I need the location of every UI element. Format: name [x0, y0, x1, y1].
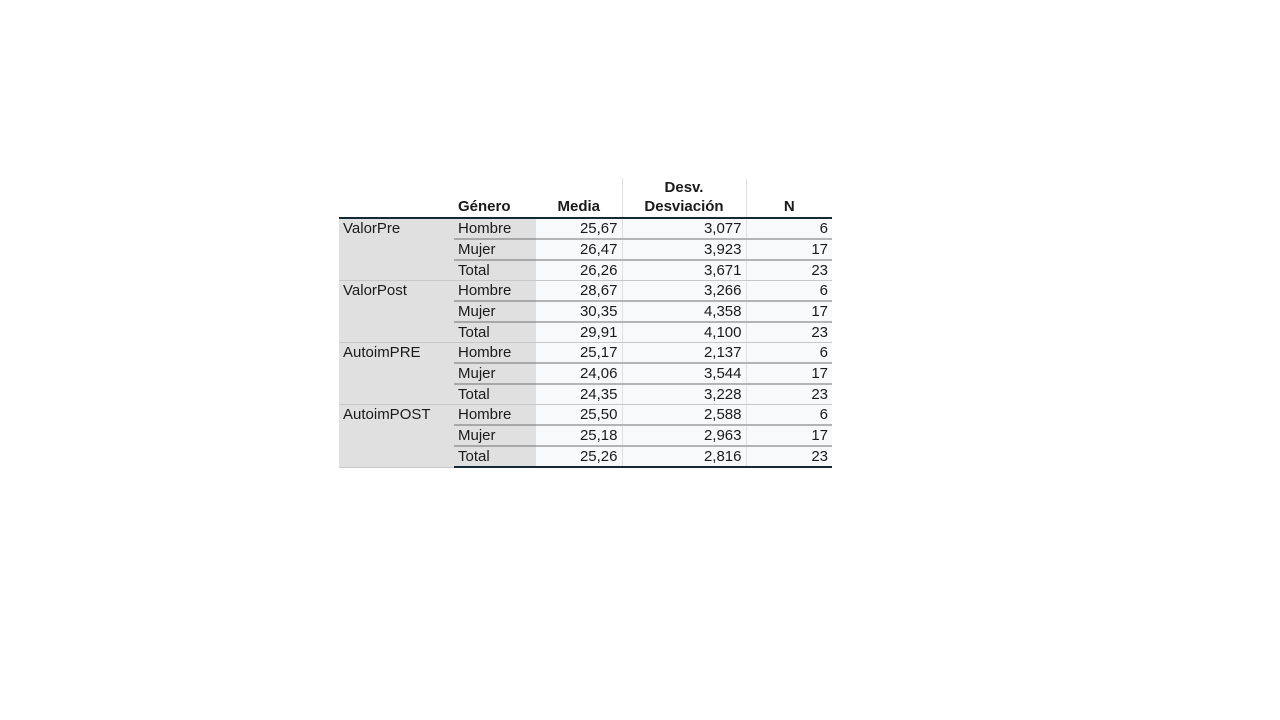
cell-genero: Total [454, 446, 536, 467]
cell-desviacion: 4,358 [622, 301, 746, 322]
cell-desviacion: 2,137 [622, 343, 746, 364]
cell-n: 6 [746, 281, 832, 302]
table-row [339, 405, 832, 426]
cell-n: 23 [746, 446, 832, 467]
cell-n: 23 [746, 260, 832, 281]
cell-desviacion: 4,100 [622, 322, 746, 343]
cell-genero: Hombre [454, 281, 536, 302]
cell-media: 25,67 [536, 218, 622, 239]
cell-n: 6 [746, 343, 832, 364]
cell-n: 17 [746, 363, 832, 384]
header-blank-cell [339, 178, 454, 218]
cell-desviacion: 3,544 [622, 363, 746, 384]
row-variable-label: AutoimPRE [339, 343, 454, 405]
cell-n: 17 [746, 301, 832, 322]
cell-desviacion: 3,266 [622, 281, 746, 302]
cell-genero: Mujer [454, 425, 536, 446]
cell-desviacion: 2,816 [622, 446, 746, 467]
cell-genero: Mujer [454, 301, 536, 322]
cell-media: 25,50 [536, 405, 622, 426]
cell-media: 24,35 [536, 384, 622, 405]
cell-desviacion: 3,923 [622, 239, 746, 260]
cell-n: 23 [746, 384, 832, 405]
cell-genero: Total [454, 322, 536, 343]
table-row [339, 281, 832, 302]
cell-media: 26,47 [536, 239, 622, 260]
cell-genero: Total [454, 384, 536, 405]
row-variable-label: AutoimPOST [339, 405, 454, 468]
cell-media: 28,67 [536, 281, 622, 302]
cell-n: 23 [746, 322, 832, 343]
cell-genero: Hombre [454, 343, 536, 364]
row-variable-label: ValorPre [339, 218, 454, 281]
header-row [339, 178, 832, 218]
cell-desviacion: 3,228 [622, 384, 746, 405]
cell-desviacion: 3,077 [622, 218, 746, 239]
cell-n: 17 [746, 239, 832, 260]
cell-genero: Mujer [454, 239, 536, 260]
header-media: Media [536, 178, 622, 218]
header-desv-line2: Desviación [644, 198, 724, 215]
cell-media: 30,35 [536, 301, 622, 322]
cell-media: 26,26 [536, 260, 622, 281]
descriptive-statistics-table [339, 178, 832, 468]
cell-n: 6 [746, 218, 832, 239]
table-row [339, 343, 832, 364]
cell-media: 24,06 [536, 363, 622, 384]
cell-genero: Mujer [454, 363, 536, 384]
cell-desviacion: 2,588 [622, 405, 746, 426]
table-row [339, 218, 832, 239]
cell-n: 6 [746, 405, 832, 426]
header-desv-desviacion [622, 178, 746, 218]
cell-media: 25,26 [536, 446, 622, 467]
cell-desviacion: 3,671 [622, 260, 746, 281]
cell-desviacion: 2,963 [622, 425, 746, 446]
cell-genero: Total [454, 260, 536, 281]
cell-genero: Hombre [454, 218, 536, 239]
cell-media: 29,91 [536, 322, 622, 343]
cell-media: 25,18 [536, 425, 622, 446]
header-genero: Género [454, 178, 536, 218]
header-n: N [746, 178, 832, 218]
table-body [339, 218, 832, 467]
cell-genero: Hombre [454, 405, 536, 426]
cell-n: 17 [746, 425, 832, 446]
header-desv-line1: Desv. [664, 179, 704, 196]
row-variable-label: ValorPost [339, 281, 454, 343]
cell-media: 25,17 [536, 343, 622, 364]
